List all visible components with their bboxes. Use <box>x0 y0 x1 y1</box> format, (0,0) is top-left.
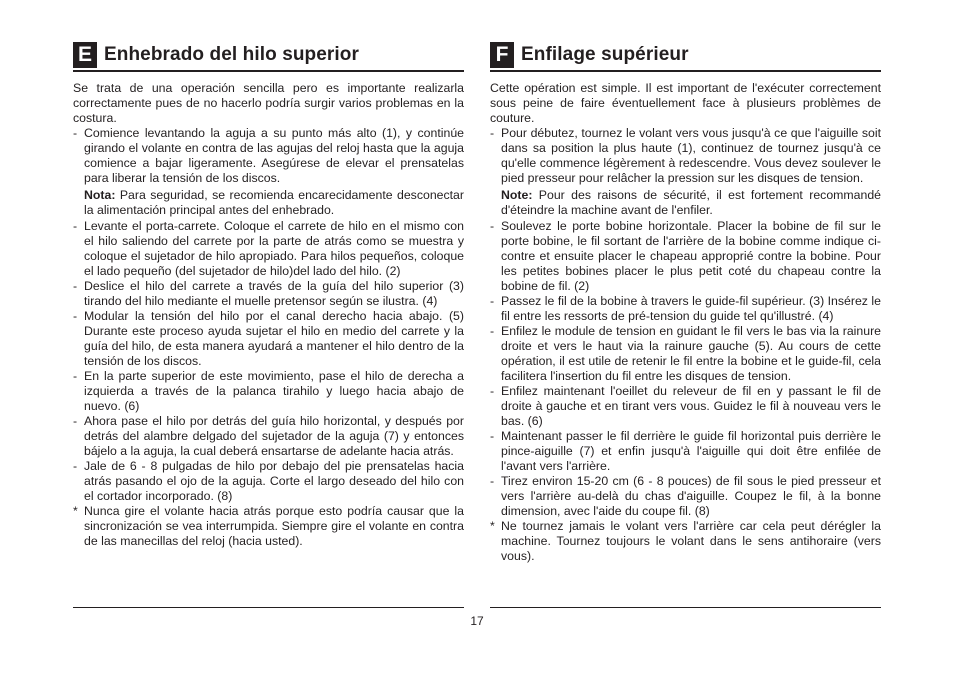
list-marker: - <box>490 384 495 398</box>
list-item-text: Enfilez le module de tension en guidant le fil vers le bas via la rainure droite et vers le haut via la rainure gauche (5). Au cours de cette opération, il est utile de retenir le fil entre la bobine et le guide-fil, cela facilitera l'insertion du fil entre les disques de tension. <box>501 324 881 383</box>
list-item-text: Passez le fil de la bobine à travers le guide-fil supérieur. (3) Insérez le fil entre les ressorts de pré-tension du guide tel qu'illustré. (4) <box>501 294 881 323</box>
list-marker: * <box>73 504 78 518</box>
list-item-text: Maintenant passer le fil derrière le guide fil horizontal puis derrière le pince-aiguille (7) et enfin jusqu'à l'aiguille qui doit être enfilée de l'avant vers l'arrière. <box>501 429 881 473</box>
note-text: Para seguridad, se recomienda encarecidamente desconectar la alimentación principal antes del enhebrado. <box>84 188 464 217</box>
safety-note <box>490 188 881 218</box>
list-item <box>73 126 464 186</box>
list-item <box>490 519 881 564</box>
section-e-header <box>73 40 464 72</box>
section-e-title: Enhebrado del hilo superior <box>104 44 360 65</box>
list-item-text: En la parte superior de este movimiento, pase el hilo de derecha a izquierda a través de la palanca tirahilo y luego hacia abajo de nuevo. (6) <box>84 369 464 413</box>
list-marker: * <box>490 519 495 533</box>
list-marker: - <box>73 369 78 383</box>
list-item-text: Deslice el hilo del carrete a través de la guía del hilo superior (3) tirando del hilo mediante el muelle pretensor según se ilustra. (4) <box>84 279 464 308</box>
list-marker: - <box>490 126 495 140</box>
list-item-text: Nunca gire el volante hacia atrás porque esto podría causar que la sincronización se vea interrumpida. Siempre gire el volante en contra de las manecillas del reloj (hacia usted). <box>84 504 464 548</box>
list-item <box>73 504 464 549</box>
list-item <box>490 219 881 294</box>
list-marker: - <box>490 474 495 488</box>
list-marker: - <box>73 279 78 293</box>
list-marker: - <box>73 219 78 233</box>
bottom-rule-left <box>73 607 464 608</box>
list-item <box>73 309 464 369</box>
page-number: 17 <box>470 614 484 628</box>
section-e <box>73 40 464 549</box>
safety-note <box>73 188 464 218</box>
list-item-text: Enfilez maintenant l'oeillet du releveur de fil en y passant le fil de droite à gauche et en tirant vers vous. Guidez le fil à nouveau vers le bas. (6) <box>501 384 881 428</box>
list-item <box>73 369 464 414</box>
list-item-text: Levante el porta-carrete. Coloque el carrete de hilo en el mismo con el hilo saliendo del carrete por la parte de atrás como se muestra y coloque el sujetador de hilo apropiado. Para hilos pequeños, coloque el lado pequeño (del sujetador de hilo)del lado del hilo. (2) <box>84 219 464 278</box>
section-f-title: Enfilage supérieur <box>521 44 689 65</box>
bottom-rule-right <box>490 607 881 608</box>
list-item-text: Soulevez le porte bobine horizontale. Placer la bobine de fil sur le porte bobine, le fil sortant de l'arrière de la bobine comme indique ci-contre et ensuite placer le chapeau approprié contre la bobine. Pour les petites bobines placer le plus petit coté du chapeau contre la bobine de fil. (2) <box>501 219 881 293</box>
list-marker: - <box>490 429 495 443</box>
section-e-body <box>73 81 464 549</box>
list-item <box>490 429 881 474</box>
section-f-letter-badge: F <box>490 42 514 68</box>
list-item <box>490 324 881 384</box>
list-item <box>73 459 464 504</box>
note-text: Pour des raisons de sécurité, il est fortement recommandé d'éteindre la machine avant de l'enfiler. <box>501 188 881 217</box>
note-label: Nota: <box>84 188 116 202</box>
list-item <box>490 294 881 324</box>
list-marker: - <box>73 459 78 473</box>
list-item-text: Pour débutez, tournez le volant vers vous jusqu'à ce que l'aiguille soit dans sa position la plus haute (1), continuez de tournez jusqu'à ce qu'elle commence légèrement à redescendre. Vous devez soulever le pied presseur pour relâcher la pression sur les disques de tension. <box>501 126 881 185</box>
section-f-intro: Cette opération est simple. Il est important de l'exécuter correctement sous peine de faire éventuellement face à plusieurs problèmes de couture. <box>490 81 881 125</box>
list-item <box>73 279 464 309</box>
list-item-text: Ahora pase el hilo por detrás del guía hilo horizontal, y después por detrás del alambre delgado del sujetador de la aguja (7) y entonces bájelo a la aguja, la cual deberá ensartarse de adelante hacia atrás. <box>84 414 464 458</box>
list-marker: - <box>490 324 495 338</box>
list-item <box>73 219 464 279</box>
list-item <box>490 384 881 429</box>
list-marker: - <box>490 219 495 233</box>
section-f-header <box>490 40 881 72</box>
list-item-text: Comience levantando la aguja a su punto más alto (1), y continúe girando el volante en contra de las agujas del reloj hasta que la aguja comience a bajar ligeramente. Asegúrese de elevar el prensatelas para liberar la tensión de los discos. <box>84 126 464 185</box>
list-marker: - <box>73 309 78 323</box>
section-e-letter-badge: E <box>73 42 97 68</box>
list-item-text: Modular la tensión del hilo por el canal derecho hacia abajo. (5) Durante este proceso ayuda sujetar el hilo en medio del carrete y la guía del hilo, de esta manera ayudará a mantener el hilo dentro de la tensión de los discos. <box>84 309 464 368</box>
section-e-intro: Se trata de una operación sencilla pero es importante realizarla correctamente pues de no hacerlo podría surgir varios problemas en la costura. <box>73 81 464 125</box>
section-f-body <box>490 81 881 564</box>
list-item <box>490 126 881 186</box>
note-label: Note: <box>501 188 533 202</box>
list-item-text: Jale de 6 - 8 pulgadas de hilo por debajo del pie prensatelas hacia atrás pasando el ojo de la aguja. Corte el largo deseado del hilo con el cortador incorporado. (8) <box>84 459 464 503</box>
list-item <box>73 414 464 459</box>
list-item-text: Tirez environ 15-20 cm (6 - 8 pouces) de fil sous le pied presseur et vers l'arrière au-delà du chas d'aiguille. Coupez le fil, à la bonne dimension, avec l'aide du coupe fil. (8) <box>501 474 881 518</box>
section-f <box>490 40 881 564</box>
list-item-text: Ne tournez jamais le volant vers l'arrière car cela peut dérégler la machine. Tournez toujours le volant dans le sens antihoraire (vers vous). <box>501 519 881 563</box>
list-marker: - <box>73 126 78 140</box>
list-marker: - <box>73 414 78 428</box>
list-item <box>490 474 881 519</box>
list-marker: - <box>490 294 495 308</box>
